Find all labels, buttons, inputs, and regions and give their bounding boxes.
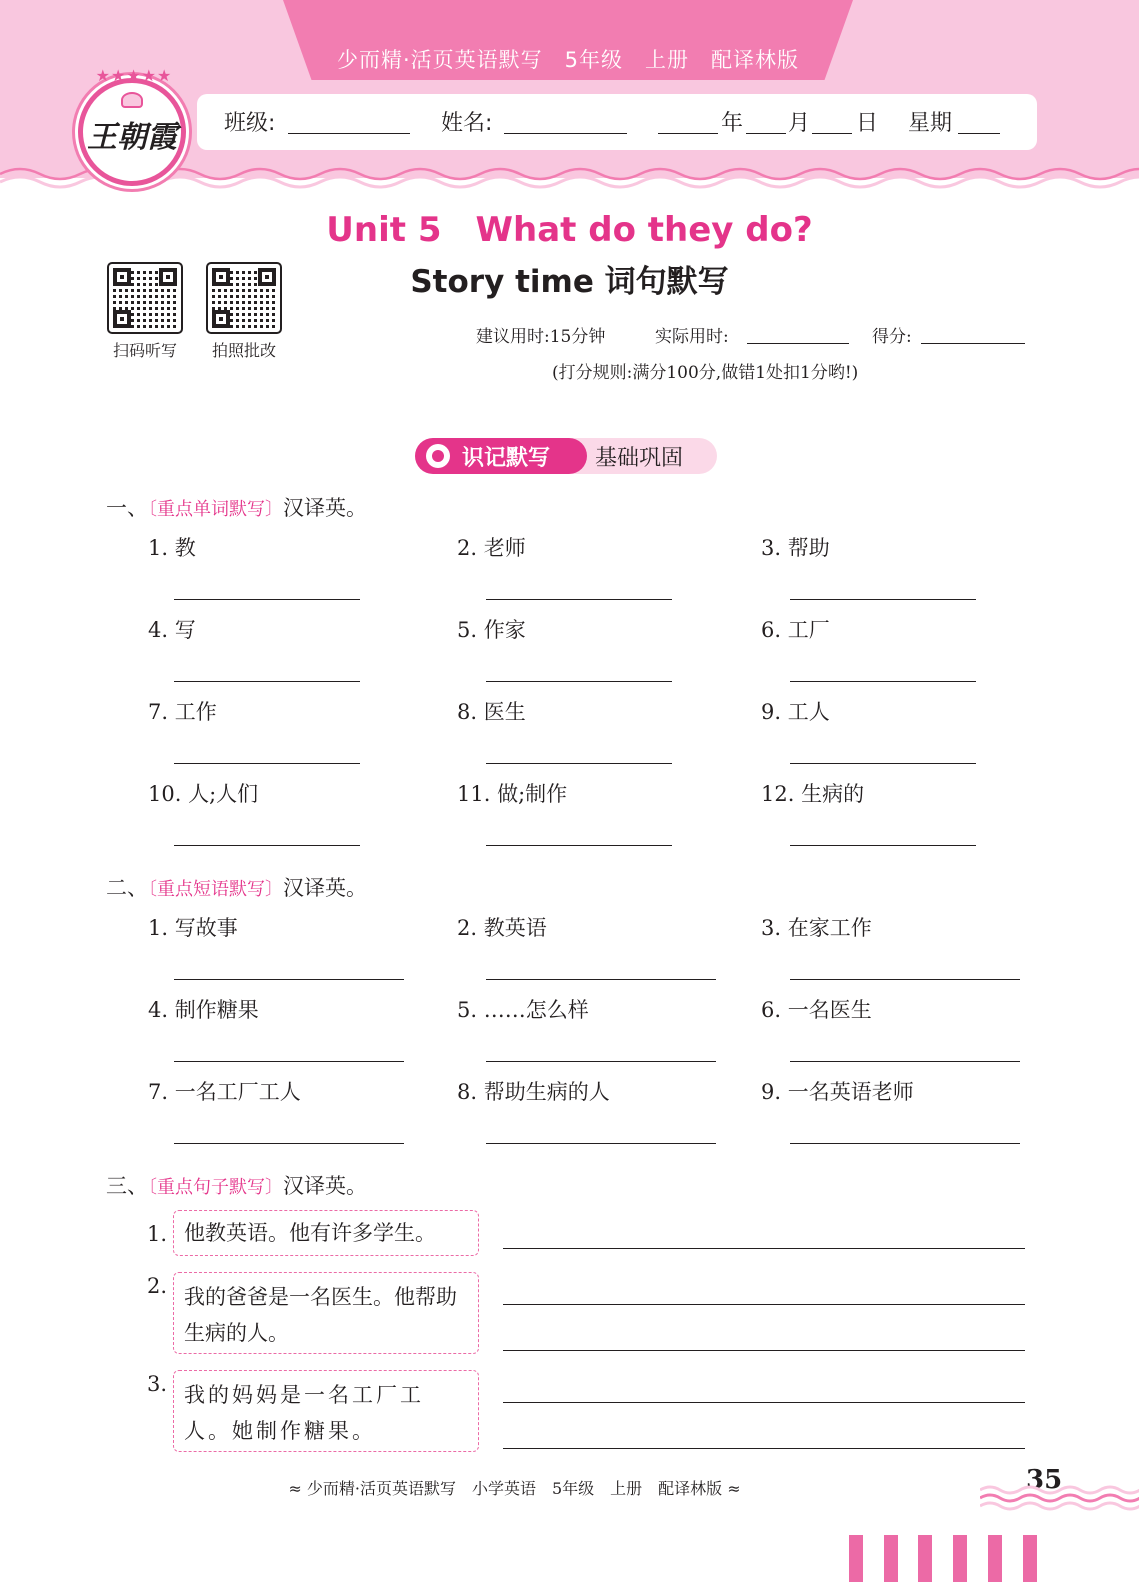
answer-line[interactable]	[174, 845, 360, 846]
word-item: 1. 教	[148, 536, 196, 560]
answer-line[interactable]	[174, 979, 404, 980]
section-3-heading	[106, 1170, 367, 1200]
year-label: 年	[721, 111, 744, 136]
phrase-item: 4. 制作糖果	[148, 998, 259, 1022]
banner-label-right: 基础巩固	[595, 446, 684, 471]
answer-line[interactable]	[503, 1304, 1025, 1305]
answer-line[interactable]	[503, 1402, 1025, 1403]
answer-line[interactable]	[790, 599, 976, 600]
word-item: 7. 工作	[148, 700, 217, 724]
series-title: 少而精·活页英语默写 5年级 上册 配译林版	[336, 48, 800, 72]
qr-listen-label: 扫码听写	[112, 341, 177, 360]
phrase-item: 5. ……怎么样	[457, 998, 589, 1022]
word-item: 11. 做;制作	[457, 782, 568, 806]
section-1-heading	[106, 492, 367, 522]
scoring-rule: (打分规则:满分100分,做错1处扣1分哟!)	[552, 363, 859, 383]
qr-grade-label: 拍照批改	[211, 341, 276, 360]
answer-line[interactable]	[174, 1061, 404, 1062]
section-1-num: 一、	[106, 496, 148, 520]
answer-line[interactable]	[790, 1061, 1020, 1062]
footer-stripe	[953, 1535, 967, 1582]
word-item: 12. 生病的	[761, 782, 865, 806]
sub-title: Story time 词句默写	[410, 264, 729, 300]
footer-stripe	[884, 1535, 898, 1582]
actual-time-label: 实际用时:	[655, 327, 729, 347]
section-3-tail: 汉译英。	[283, 1174, 367, 1198]
answer-line[interactable]	[174, 599, 360, 600]
year-field[interactable]	[658, 133, 718, 134]
sentence-prompt: 我的妈妈是一名工厂工人。她制作糖果。	[173, 1370, 479, 1452]
answer-line[interactable]	[790, 1143, 1020, 1144]
sentence-number: 2.	[147, 1274, 168, 1298]
answer-line[interactable]	[503, 1448, 1025, 1449]
sentence-prompt: 我的爸爸是一名医生。他帮助生病的人。	[173, 1272, 479, 1354]
answer-line[interactable]	[486, 845, 672, 846]
word-item: 4. 写	[148, 618, 196, 642]
footer-stripe	[1023, 1535, 1037, 1582]
answer-line[interactable]	[486, 1061, 716, 1062]
phrase-item: 9. 一名英语老师	[761, 1080, 914, 1104]
footer-stripe	[849, 1535, 863, 1582]
word-item: 8. 医生	[457, 700, 526, 724]
logo-stars-icon: ★★★★★	[95, 66, 173, 85]
section-2-num: 二、	[106, 876, 148, 900]
answer-line[interactable]	[174, 681, 360, 682]
footer-text: ≈ 少而精·活页英语默写 小学英语 5年级 上册 配译林版 ≈	[288, 1479, 741, 1498]
word-item: 10. 人;人们	[148, 782, 259, 806]
word-item: 6. 工厂	[761, 618, 830, 642]
word-item: 2. 老师	[457, 536, 526, 560]
answer-line[interactable]	[174, 763, 360, 764]
day-field[interactable]	[812, 133, 852, 134]
qr-grade-icon[interactable]	[206, 262, 282, 334]
sentence-prompt: 他教英语。他有许多学生。	[173, 1210, 479, 1256]
qr-listen-icon[interactable]	[107, 262, 183, 334]
word-item: 3. 帮助	[761, 536, 830, 560]
logo-crown-icon	[121, 92, 143, 108]
phrase-item: 6. 一名医生	[761, 998, 872, 1022]
answer-line[interactable]	[486, 681, 672, 682]
logo-text: 王朝霞	[87, 120, 177, 155]
answer-line[interactable]	[790, 845, 976, 846]
suggested-time: 建议用时:15分钟	[476, 327, 606, 347]
phrase-item: 1. 写故事	[148, 916, 238, 940]
score-label: 得分:	[872, 327, 912, 347]
section-2-tag: 〔重点短语默写〕	[148, 879, 283, 900]
class-field[interactable]	[288, 133, 410, 134]
class-label: 班级:	[224, 111, 276, 136]
month-field[interactable]	[746, 133, 786, 134]
unit-title: Unit 5 What do they do?	[326, 210, 813, 250]
page-number: 35	[1026, 1465, 1063, 1495]
phrase-item: 8. 帮助生病的人	[457, 1080, 610, 1104]
answer-line[interactable]	[790, 763, 976, 764]
answer-line[interactable]	[486, 1143, 716, 1144]
month-label: 月	[788, 111, 811, 136]
weekday-field[interactable]	[958, 133, 1000, 134]
name-field[interactable]	[504, 133, 627, 134]
section-2-heading	[106, 872, 367, 902]
phrase-item: 2. 教英语	[457, 916, 547, 940]
sentence-number: 3.	[147, 1372, 168, 1396]
footer-wave-decoration	[980, 1482, 1139, 1512]
score-field[interactable]	[921, 343, 1025, 344]
banner-label-left: 识记默写	[462, 446, 551, 471]
answer-line[interactable]	[486, 979, 716, 980]
name-label: 姓名:	[441, 111, 493, 136]
answer-line[interactable]	[790, 979, 1020, 980]
word-item: 5. 作家	[457, 618, 526, 642]
actual-time-field[interactable]	[747, 343, 849, 344]
answer-line[interactable]	[503, 1248, 1025, 1249]
answer-line[interactable]	[790, 681, 976, 682]
answer-line[interactable]	[174, 1143, 404, 1144]
phrase-item: 3. 在家工作	[761, 916, 872, 940]
phrase-item: 7. 一名工厂工人	[148, 1080, 301, 1104]
section-3-num: 三、	[106, 1174, 148, 1198]
section-3-tag: 〔重点句子默写〕	[148, 1177, 283, 1198]
medal-icon	[426, 444, 450, 468]
answer-line[interactable]	[486, 763, 672, 764]
sentence-number: 1.	[147, 1222, 168, 1246]
footer-stripe	[918, 1535, 932, 1582]
answer-line[interactable]	[486, 599, 672, 600]
section-1-tail: 汉译英。	[283, 496, 367, 520]
section-2-tail: 汉译英。	[283, 876, 367, 900]
day-label: 日	[856, 111, 879, 136]
footer-stripe	[988, 1535, 1002, 1582]
answer-line[interactable]	[503, 1350, 1025, 1351]
section-1-tag: 〔重点单词默写〕	[148, 499, 283, 520]
weekday-label: 星期	[908, 111, 953, 136]
word-item: 9. 工人	[761, 700, 830, 724]
